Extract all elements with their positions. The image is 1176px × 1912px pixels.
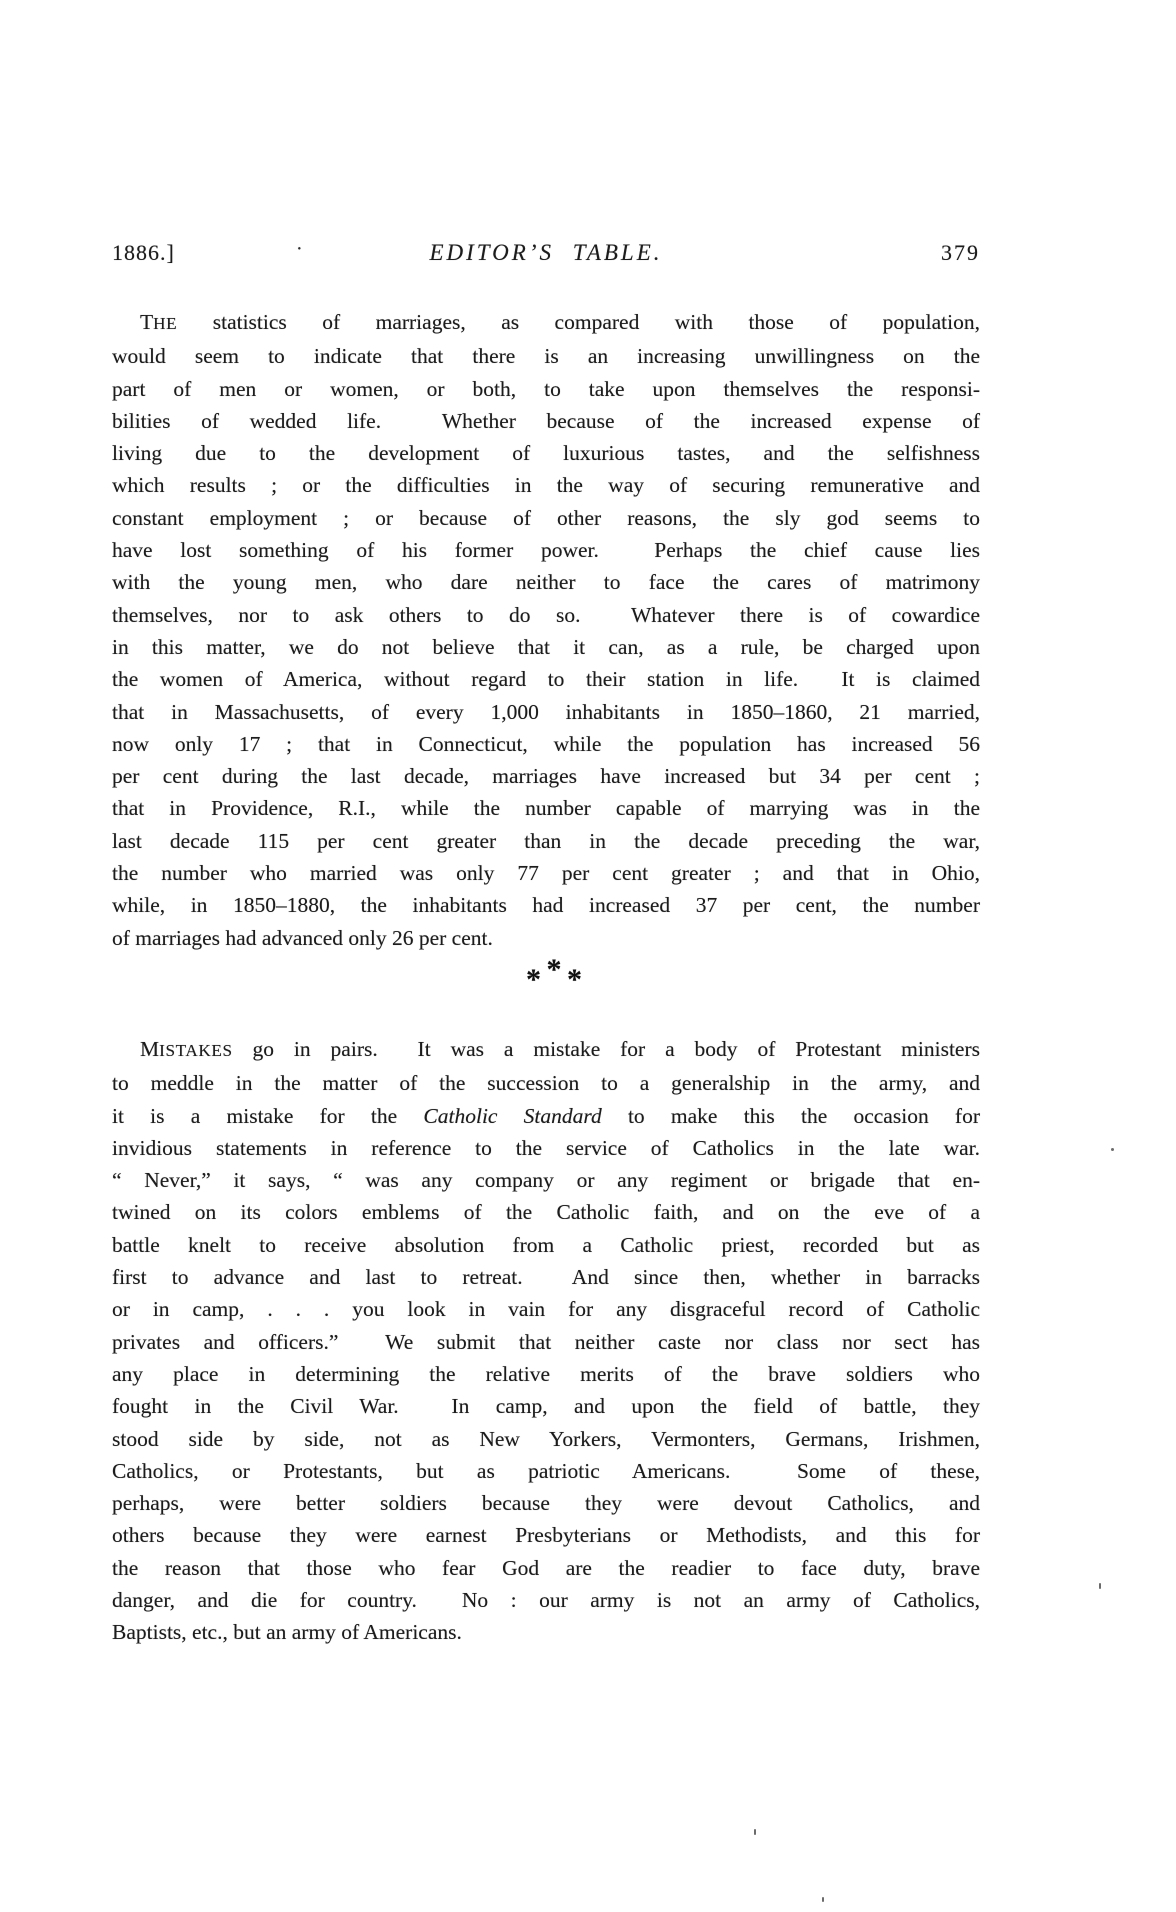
- text-line: [112, 1132, 980, 1164]
- small-caps-text: HE: [153, 314, 178, 333]
- text-line: [112, 1196, 980, 1228]
- text-line: [112, 599, 980, 631]
- text-run: themselves, nor to ask others to do so. Whatever there is of cowardice: [112, 602, 980, 627]
- text-line: [112, 1261, 980, 1293]
- running-header: [112, 240, 980, 266]
- text-run: bilities of wedded life. Whether because of the increased expense of: [112, 408, 980, 433]
- text-line: [112, 663, 980, 695]
- text-line: [112, 1552, 980, 1584]
- text-line: [112, 792, 980, 824]
- text-run: fought in the Civil War. In camp, and upon the field of battle, they: [112, 1394, 980, 1419]
- text-run: in this matter, we do not believe that it can, as a rule, be charged upon: [112, 634, 980, 659]
- text-run: of marriages had advanced only 26 per cent.: [112, 925, 493, 950]
- italic-text: Catholic Standard: [423, 1103, 602, 1128]
- text-run: to meddle in the matter of the succession to a generalship in the army, and: [112, 1071, 980, 1096]
- text-run: battle knelt to receive absolution from a Catholic priest, recorded but as: [112, 1232, 980, 1257]
- text-run: that in Massachusetts, of every 1,000 inhabitants in 1850–1860, 21 married,: [112, 699, 980, 724]
- text-line: [112, 373, 980, 405]
- text-run: first to advance and last to retreat. And since then, whether in barracks: [112, 1265, 980, 1290]
- text-line: [112, 1455, 980, 1487]
- paragraph-marriage-statistics: [112, 306, 980, 954]
- text-run: Baptists, etc., but an army of Americans.: [112, 1620, 462, 1645]
- text-run: any place in determining the relative merits of the brave soldiers who: [112, 1361, 980, 1386]
- page-number: 379: [941, 240, 980, 265]
- text-run: invidious statements in reference to the service of Catholics in the late war.: [112, 1135, 980, 1160]
- text-run: M: [140, 1037, 160, 1061]
- text-line: [112, 857, 980, 889]
- text-run: to make this the occasion for: [601, 1103, 980, 1128]
- text-line: [112, 1519, 980, 1551]
- text-run: have lost something of his former power. Perhaps the chief cause lies: [112, 538, 980, 563]
- text-run: danger, and die for country. No : our army is not an army of Catholics,: [112, 1588, 980, 1613]
- text-line: [112, 469, 980, 501]
- text-line: [112, 631, 980, 663]
- text-run: living due to the development of luxurious tastes, and the selfishness: [112, 441, 980, 466]
- text-run: the reason that those who fear God are the readier to face duty, brave: [112, 1555, 980, 1580]
- text-line: [112, 566, 980, 598]
- page-title: EDITOR’S TABLE.: [429, 240, 663, 265]
- text-line: [112, 922, 980, 954]
- text-line: [112, 1326, 980, 1358]
- text-line: [112, 889, 980, 921]
- text-run: while, in 1850–1880, the inhabitants had increased 37 per cent, the number: [112, 893, 980, 918]
- text-run: perhaps, were better soldiers because they were devout Catholics, and: [112, 1491, 980, 1516]
- text-line: [112, 1584, 980, 1616]
- text-run: twined on its colors emblems of the Catholic faith, and on the eve of a: [112, 1200, 980, 1225]
- asterisk-right: *: [567, 963, 582, 996]
- text-run: T: [140, 310, 154, 334]
- text-run: the women of America, without regard to their station in life. It is claimed: [112, 667, 980, 692]
- text-line: [112, 1358, 980, 1390]
- text-run: that in Providence, R.I., while the number capable of marrying was in the: [112, 796, 980, 821]
- text-line: [112, 340, 980, 372]
- scan-speck-dot: [1111, 1148, 1114, 1151]
- text-line: [112, 1390, 980, 1422]
- text-line: [112, 760, 980, 792]
- scan-speck-mark: [754, 1829, 756, 1835]
- text-line: [112, 405, 980, 437]
- text-run: “ Never,” it says, “ was any company or any regiment or brigade that en-: [112, 1168, 980, 1193]
- text-run: per cent during the last decade, marriages have increased but 34 per cent ;: [112, 764, 980, 789]
- text-line: [112, 696, 980, 728]
- text-line: [112, 1423, 980, 1455]
- asterisk-top: *: [546, 953, 562, 986]
- small-caps-text: ISTAKES: [159, 1041, 233, 1060]
- header-date: 1886.]: [112, 240, 175, 265]
- text-line: [112, 728, 980, 760]
- text-run: Catholics, or Protestants, but as patriotic Americans. Some of these,: [112, 1458, 980, 1483]
- text-run: part of men or women, or both, to take upon themselves the responsi-: [112, 376, 980, 401]
- text-line: [112, 437, 980, 469]
- text-run: stood side by side, not as New Yorkers, Vermonters, Germans, Irishmen,: [112, 1426, 980, 1451]
- text-run: constant employment ; or because of other reasons, the sly god seems to: [112, 505, 980, 530]
- header-dot: ·: [296, 238, 303, 260]
- text-run: last decade 115 per cent greater than in the decade preceding the war,: [112, 828, 980, 853]
- text-line: [112, 1164, 980, 1196]
- text-run: it is a mistake for the: [112, 1103, 424, 1128]
- text-run: which results ; or the difficulties in the way of securing remunerative and: [112, 473, 980, 498]
- text-run: others because they were earnest Presbyterians or Methodists, and this for: [112, 1523, 980, 1548]
- text-run: or in camp, . . . you look in vain for any disgraceful record of Catholic: [112, 1297, 980, 1322]
- text-line: [112, 1033, 980, 1067]
- scan-speck-mark: [822, 1897, 824, 1902]
- text-run: statistics of marriages, as compared with those of population,: [177, 310, 980, 334]
- text-run: the number who married was only 77 per cent greater ; and that in Ohio,: [112, 861, 980, 886]
- text-line: [112, 1616, 980, 1648]
- text-line: [112, 502, 980, 534]
- text-line: [112, 534, 980, 566]
- text-run: now only 17 ; that in Connecticut, while the population has increased 56: [112, 731, 980, 756]
- text-run: with the young men, who dare neither to face the cares of matrimony: [112, 570, 980, 595]
- asterism-divider: [120, 953, 988, 996]
- text-line: [112, 1487, 980, 1519]
- text-line: [112, 1229, 980, 1261]
- text-line: [112, 306, 980, 340]
- scan-speck-mark: [1099, 1583, 1101, 1589]
- text-line: [112, 1067, 980, 1099]
- text-run: go in pairs. It was a mistake for a body of Protestant ministers: [232, 1037, 980, 1061]
- text-run: privates and officers.” We submit that neither caste nor class nor sect has: [112, 1329, 980, 1354]
- asterisk-left: *: [526, 963, 541, 996]
- text-run: would seem to indicate that there is an increasing unwillingness on the: [112, 344, 980, 369]
- paragraph-mistakes-catholic-standard: [112, 1033, 980, 1649]
- text-line: [112, 1100, 980, 1132]
- text-line: [112, 825, 980, 857]
- text-line: [112, 1293, 980, 1325]
